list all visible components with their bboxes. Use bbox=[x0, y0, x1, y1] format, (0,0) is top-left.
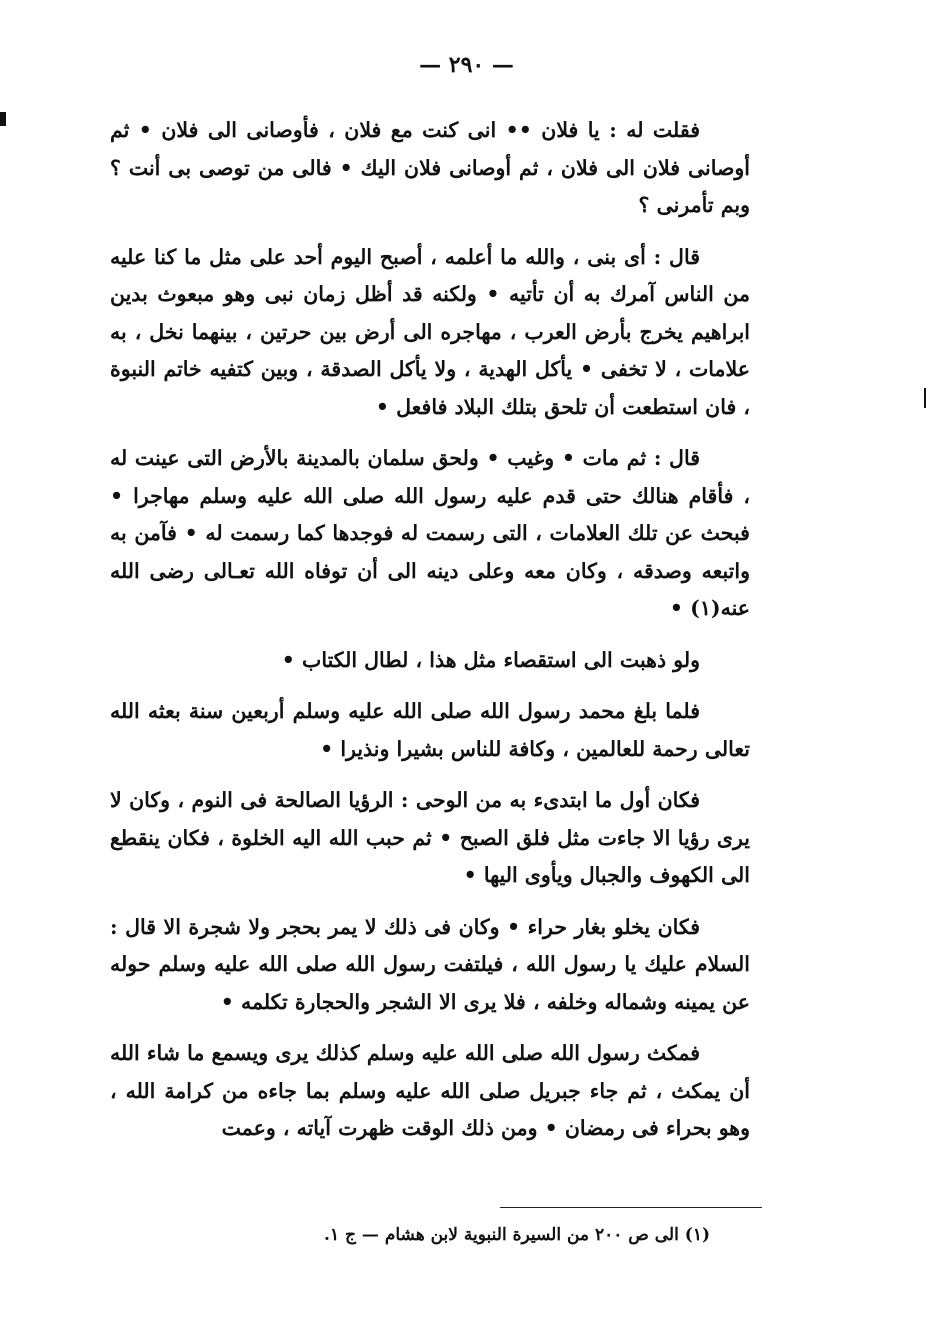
paragraph-8: فمكث رسول الله صلى الله عليه وسلم كذلك يرى ويسمع ما شاء الله أن يمكث ، ثم جاء جبريل صلى الله عليه وسلم بما جاءه من كرامة الله ، وهو بحراء فى رمضان • ومن ذلك الوقت ظهرت آياته ، وعمت bbox=[110, 1041, 750, 1140]
paragraph-7: فكان يخلو بغار حراء • وكان فى ذلك لا يمر بحجر ولا شجرة الا قال : السلام عليك يا رسول الله ، فيلتفت رسول الله صلى الله عليه وسلم حوله عن يمينه وشماله وخلفه ، فلا يرى الا الشجر والحجارة تكلمه • bbox=[110, 914, 750, 1014]
scan-mark-left bbox=[0, 112, 6, 126]
scan-mark-right bbox=[924, 388, 926, 408]
page-number: — ٢٩٠ — bbox=[419, 52, 514, 78]
paragraph-4: ولو ذهبت الى استقصاء مثل هذا ، لطال الكتاب • bbox=[281, 647, 700, 672]
footnote-divider bbox=[500, 1207, 762, 1208]
paragraph-5: فلما بلغ محمد رسول الله صلى الله عليه وسلم أربعين سنة بعثه الله تعالى رحمة للعالمين ، وكافة للناس بشيرا ونذيرا • bbox=[110, 699, 750, 761]
paragraph-1: فقلت له : يا فلان •• انى كنت مع فلان ، فأوصانى الى فلان • ثم أوصانى فلان الى فلان ، ثم أوصانى فلان اليك • فالى من توصى بى أنت ؟ وبم تأمرنى ؟ bbox=[110, 118, 750, 217]
body-text bbox=[110, 112, 750, 1162]
paragraph-2: قال : أى بنى ، والله ما أعلمه ، أصبح اليوم أحد على مثل ما كنا عليه من الناس آمرك به أن تأتيه • ولكنه قد أظل زمان نبى وهو مبعوث بدين ابراهيم يخرج بأرض العرب ، مهاجره الى أرض بين حرتين ، بينهما نخل ، به علامات ، لا تخفى • يأكل الهدية ، ولا يأكل الصدقة ، وبين كتفيه خاتم النبوة ، فان استطعت أن تلحق بتلك البلاد فافعل • bbox=[110, 244, 750, 419]
footnote: (١) الى ص ٢٠٠ من السيرة النبوية لابن هشام — ج ١. bbox=[324, 1225, 710, 1245]
paragraph-3: قال : ثم مات • وغيب • ولحق سلمان بالمدينة بالأرض التى عينت له ، فأقام هنالك حتى قدم عليه رسول الله صلى الله عليه وسلم مهاجرا • فبحث عن تلك العلامات ، التى رسمت له فوجدها كما رسمت له • فآمن به واتبعه وصدقه ، وكان معه وعلى دينه الى أن توفاه الله تعـالى رضى الله عنه(١) • bbox=[110, 446, 750, 620]
paragraph-6: فكان أول ما ابتدىء به من الوحى : الرؤيا الصالحة فى النوم ، وكان لا يرى رؤيا الا جاءت مثل فلق الصبح • ثم حبب الله اليه الخلوة ، فكان ينقطع الى الكهوف والجبال ويأوى اليها • bbox=[110, 788, 750, 887]
